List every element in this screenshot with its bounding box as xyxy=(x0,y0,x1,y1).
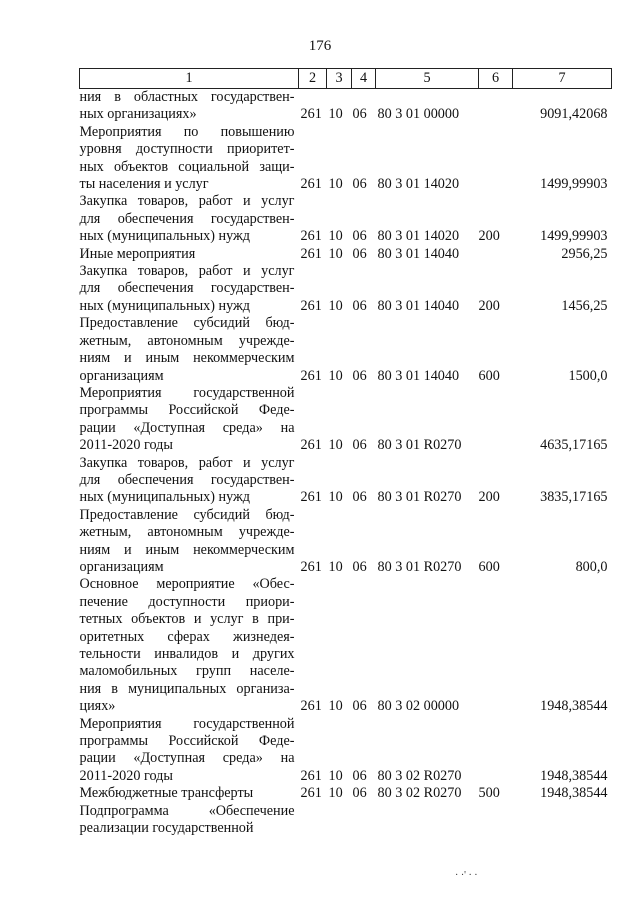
row-subsection-code: 06 xyxy=(352,176,367,193)
row-amount: 1500,0 xyxy=(568,367,608,384)
header-col-6: 6 xyxy=(479,69,513,89)
row-section-code: 10 xyxy=(328,245,343,262)
row-expense-type-code xyxy=(479,124,513,194)
row-name-line: ных организациях» xyxy=(79,106,197,123)
row-name-line: 2011-2020 годы xyxy=(79,437,173,454)
table-body xyxy=(80,89,612,838)
row-subsection-code: 06 xyxy=(352,785,367,802)
row-amount: 2956,25 xyxy=(561,245,608,262)
row-name-line: рации «Доступная среда» на xyxy=(79,750,295,767)
row-target-article-code: 80 3 01 14040 xyxy=(377,245,460,262)
row-name-line: программы Российской Феде- xyxy=(79,733,295,750)
budget-table xyxy=(79,68,612,837)
row-admin-code xyxy=(299,803,327,838)
row-target-article-code: 80 3 01 14020 xyxy=(377,176,460,193)
row-name xyxy=(80,193,299,245)
row-name-line: ты населения и услуг xyxy=(79,176,209,193)
row-name-line: Предоставление субсидий бюд- xyxy=(79,315,295,332)
header-col-1: 1 xyxy=(80,69,299,89)
row-name-line: 2011-2020 годы xyxy=(79,767,173,784)
row-expense-type-code xyxy=(479,576,513,715)
header-col-3: 3 xyxy=(327,69,352,89)
row-expense-type-code: 500 xyxy=(478,785,500,802)
table-row xyxy=(80,716,612,786)
table-row xyxy=(80,803,612,838)
row-expense-type-code xyxy=(479,89,513,124)
row-name xyxy=(80,89,299,124)
row-section-code: 10 xyxy=(328,785,343,802)
row-name-line: ниям и иным некоммерческим xyxy=(79,350,295,367)
row-section-code: 10 xyxy=(328,558,343,575)
row-name-line: тельности инвалидов и других xyxy=(79,646,295,662)
row-name-line: Иные мероприятия xyxy=(79,245,196,262)
row-section-code: 10 xyxy=(328,176,343,193)
row-section-code: 10 xyxy=(328,767,343,784)
row-name-line: ния в областных государствен- xyxy=(79,89,295,105)
row-name xyxy=(80,507,299,577)
row-section-code: 10 xyxy=(328,297,343,314)
row-subsection-code: 06 xyxy=(352,297,367,314)
header-col-5: 5 xyxy=(376,69,479,89)
row-subsection-code: 06 xyxy=(352,767,367,784)
row-name-line: Мероприятия государственной xyxy=(79,384,295,401)
row-target-article-code xyxy=(376,803,479,838)
table-row xyxy=(80,507,612,577)
row-name-line: для обеспечения государствен- xyxy=(79,471,295,488)
row-subsection-code: 06 xyxy=(352,558,367,575)
row-admin-code: 261 xyxy=(300,437,322,454)
row-amount: 1456,25 xyxy=(561,297,608,314)
row-section-code: 10 xyxy=(328,489,343,506)
row-amount: 3835,17165 xyxy=(540,489,608,506)
row-name-line: ния в муниципальных организа- xyxy=(79,680,295,697)
row-name xyxy=(80,803,299,838)
row-name-line: ных (муниципальных) нужд xyxy=(79,228,251,245)
row-name xyxy=(80,124,299,194)
row-name-line: Закупка товаров, работ и услуг xyxy=(79,454,295,471)
row-target-article-code: 80 3 01 14040 xyxy=(377,297,460,314)
table-row xyxy=(80,124,612,194)
row-name xyxy=(80,246,299,263)
row-admin-code: 261 xyxy=(300,176,322,193)
table-header xyxy=(80,69,612,89)
row-amount: 9091,42068 xyxy=(540,106,608,123)
row-name xyxy=(80,785,299,802)
row-amount: 1499,99903 xyxy=(540,176,608,193)
row-name-line: ных (муниципальных) нужд xyxy=(79,489,251,506)
row-admin-code: 261 xyxy=(300,106,322,123)
scan-artifact: · ·' · · xyxy=(455,870,478,881)
row-section-code: 10 xyxy=(328,106,343,123)
header-col-7: 7 xyxy=(513,69,612,89)
row-name xyxy=(80,263,299,315)
row-section-code: 10 xyxy=(328,437,343,454)
row-name-line: Закупка товаров, работ и услуг xyxy=(79,263,295,280)
row-expense-type-code: 200 xyxy=(478,228,500,245)
row-amount: 1948,38544 xyxy=(540,767,608,784)
row-target-article-code: 80 3 01 R0270 xyxy=(377,437,462,454)
row-admin-code: 261 xyxy=(300,245,322,262)
table-row xyxy=(80,89,612,124)
row-name xyxy=(80,455,299,507)
table-row xyxy=(80,576,612,715)
row-subsection-code: 06 xyxy=(352,698,367,715)
row-name-line: Предоставление субсидий бюд- xyxy=(79,506,295,523)
row-amount: 4635,17165 xyxy=(540,437,608,454)
row-subsection-code: 06 xyxy=(352,106,367,123)
page-number: 176 xyxy=(308,38,332,54)
row-section-code: 10 xyxy=(328,367,343,384)
row-name xyxy=(80,716,299,786)
row-target-article-code: 80 3 02 R0270 xyxy=(377,767,462,784)
row-admin-code: 261 xyxy=(300,489,322,506)
row-expense-type-code: 200 xyxy=(478,297,500,314)
row-amount: 1948,38544 xyxy=(540,785,608,802)
row-amount: 800,0 xyxy=(575,558,608,575)
row-name-line: жетным, автономным учрежде- xyxy=(79,332,295,349)
row-subsection-code xyxy=(352,803,376,838)
row-target-article-code: 80 3 02 R0270 xyxy=(377,785,462,802)
row-name-line: Мероприятия по повышению xyxy=(79,123,295,140)
row-subsection-code: 06 xyxy=(352,245,367,262)
row-target-article-code: 80 3 01 14020 xyxy=(377,228,460,245)
row-expense-type-code xyxy=(479,716,513,786)
row-name-line: программы Российской Феде- xyxy=(79,402,295,419)
row-expense-type-code xyxy=(479,803,513,838)
row-name-line: циях» xyxy=(79,698,116,715)
row-subsection-code: 06 xyxy=(352,228,367,245)
row-name-line: рации «Доступная среда» на xyxy=(79,419,295,436)
row-name-line: Основное мероприятие «Обес- xyxy=(79,576,295,593)
row-name xyxy=(80,385,299,455)
row-admin-code: 261 xyxy=(300,367,322,384)
row-name-line: Мероприятия государственной xyxy=(79,715,295,732)
row-name-line: реализации государственной xyxy=(79,820,254,837)
row-section-code xyxy=(327,803,352,838)
row-name-line: организациям xyxy=(79,558,164,575)
row-admin-code: 261 xyxy=(300,297,322,314)
row-name-line: печение доступности приори- xyxy=(79,593,295,610)
row-admin-code: 261 xyxy=(300,558,322,575)
row-target-article-code: 80 3 01 R0270 xyxy=(377,489,462,506)
row-subsection-code: 06 xyxy=(352,367,367,384)
row-subsection-code: 06 xyxy=(352,489,367,506)
table-row xyxy=(80,263,612,315)
row-amount xyxy=(513,803,612,838)
row-admin-code: 261 xyxy=(300,698,322,715)
table-row xyxy=(80,455,612,507)
row-name-line: для обеспечения государствен- xyxy=(79,280,295,297)
row-expense-type-code xyxy=(479,246,513,263)
row-name xyxy=(80,576,299,715)
table-row xyxy=(80,246,612,263)
row-section-code: 10 xyxy=(328,698,343,715)
row-name-line: ных (муниципальных) нужд xyxy=(79,297,251,314)
row-admin-code: 261 xyxy=(300,785,322,802)
header-col-2: 2 xyxy=(299,69,327,89)
row-section-code: 10 xyxy=(328,228,343,245)
row-name-line: организациям xyxy=(79,367,164,384)
table-row xyxy=(80,385,612,455)
row-expense-type-code xyxy=(479,385,513,455)
row-name-line: Подпрограмма «Обеспечение xyxy=(79,802,295,819)
row-expense-type-code: 200 xyxy=(478,489,500,506)
row-amount: 1948,38544 xyxy=(540,698,608,715)
row-name-line: Межбюджетные трансферты xyxy=(79,785,254,802)
row-name xyxy=(80,315,299,385)
row-admin-code: 261 xyxy=(300,767,322,784)
row-admin-code: 261 xyxy=(300,228,322,245)
row-name-line: Закупка товаров, работ и услуг xyxy=(79,193,295,210)
row-name-line: уровня доступности приоритет- xyxy=(79,141,295,158)
row-name-line: ных объектов социальной защи- xyxy=(79,158,295,175)
row-subsection-code: 06 xyxy=(352,437,367,454)
row-target-article-code: 80 3 01 00000 xyxy=(377,106,460,123)
row-expense-type-code: 600 xyxy=(478,558,500,575)
row-name-line: ниям и иным некоммерческим xyxy=(79,541,295,558)
header-col-4: 4 xyxy=(352,69,376,89)
row-target-article-code: 80 3 02 00000 xyxy=(377,698,460,715)
row-target-article-code: 80 3 01 14040 xyxy=(377,367,460,384)
table-row xyxy=(80,193,612,245)
row-name-line: маломобильных групп населе- xyxy=(79,663,295,680)
row-expense-type-code: 600 xyxy=(478,367,500,384)
table-row xyxy=(80,785,612,802)
row-name-line: оритетных сферах жизнедея- xyxy=(79,628,295,645)
row-name-line: для обеспечения государствен- xyxy=(79,210,295,227)
table-row xyxy=(80,315,612,385)
row-name-line: тетных объектов и услуг в при- xyxy=(79,611,295,628)
row-target-article-code: 80 3 01 R0270 xyxy=(377,558,462,575)
row-amount: 1499,99903 xyxy=(540,228,608,245)
row-name-line: жетным, автономным учрежде- xyxy=(79,524,295,541)
